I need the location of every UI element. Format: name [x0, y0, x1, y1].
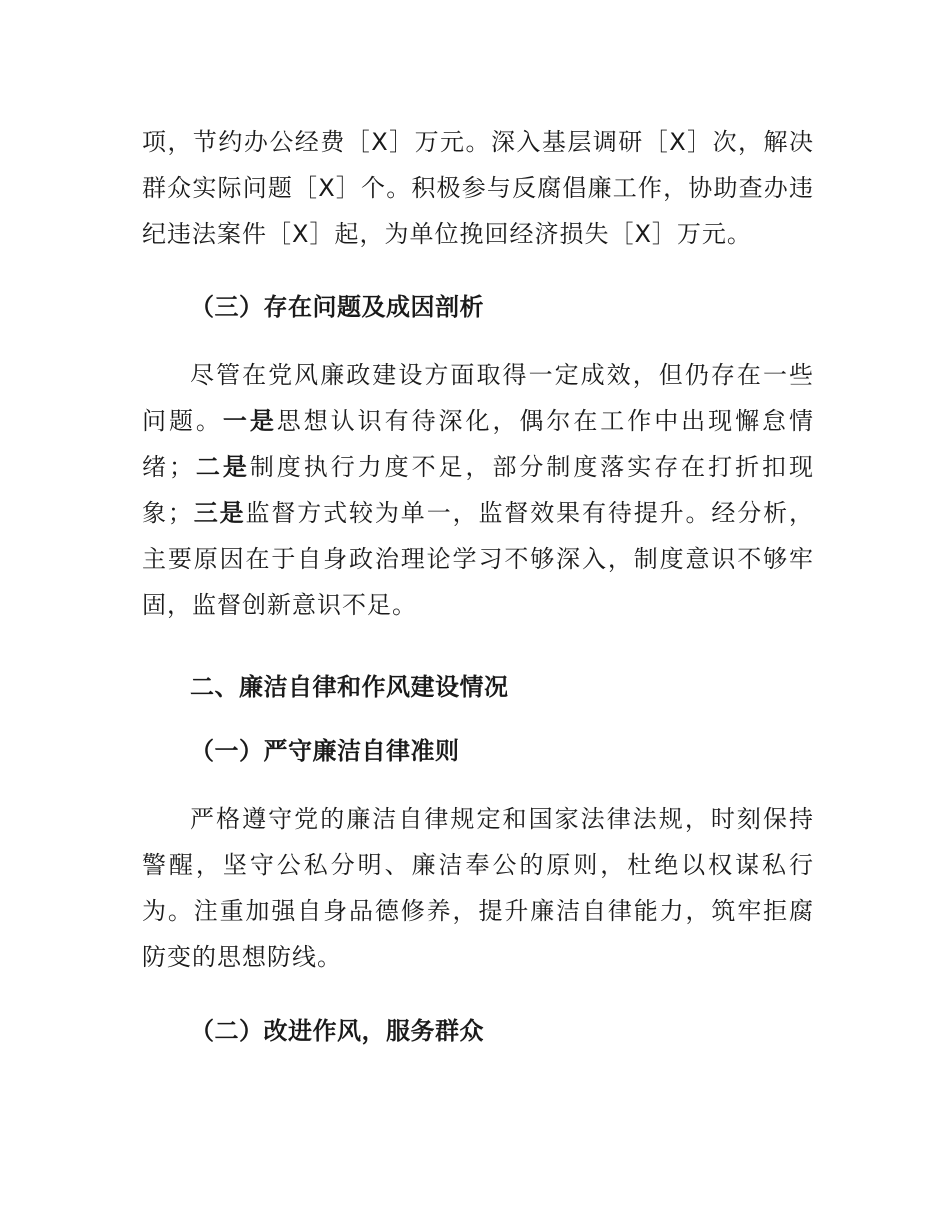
problem-item-3: 监督方式较为单一，监督效果有待提升。经分析，主要原因在于自身政治理论学习不够深入，制度意识不够牢固，监督创新意识不足。: [142, 499, 815, 619]
problem-item-1: 思想认识有待深化，偶尔在工作中出现懈怠情绪；: [142, 407, 815, 481]
paragraph-problems: [142, 352, 814, 628]
marker-third: 三是: [192, 499, 246, 527]
section-heading-integrity: 二、廉洁自律和作风建设情况: [190, 673, 509, 701]
subheading-integrity-rules: （一）严守廉洁自律准则: [190, 737, 460, 765]
problems-intro: 尽管在党风廉政建设方面取得一定成效，但仍存在一些问题。: [142, 361, 814, 435]
marker-second: 二是: [193, 453, 250, 481]
problem-item-2: 制度执行力度不足，部分制度落实存在打折扣现象；: [142, 453, 815, 527]
paragraph-integrity: 严格遵守党的廉洁自律规定和国家法律法规，时刻保持警醒，坚守公私分明、廉洁奉公的原则，杜绝以权谋私行为。注重加强自身品德修养，提升廉洁自律能力，筑牢拒腐防变的思想防线。: [142, 805, 814, 971]
marker-first: 一是: [222, 407, 277, 435]
subheading-problems-analysis: （三）存在问题及成因剖析: [190, 293, 484, 321]
subheading-work-style: （二）改进作风，服务群众: [190, 1017, 484, 1045]
paragraph-continuation: 项，节约办公经费［X］万元。深入基层调研［X］次，解决群众实际问题［X］个。积极参与反腐倡廉工作，协助查办违纪违法案件［X］起，为单位挽回经济损失［X］万元。: [142, 128, 814, 248]
